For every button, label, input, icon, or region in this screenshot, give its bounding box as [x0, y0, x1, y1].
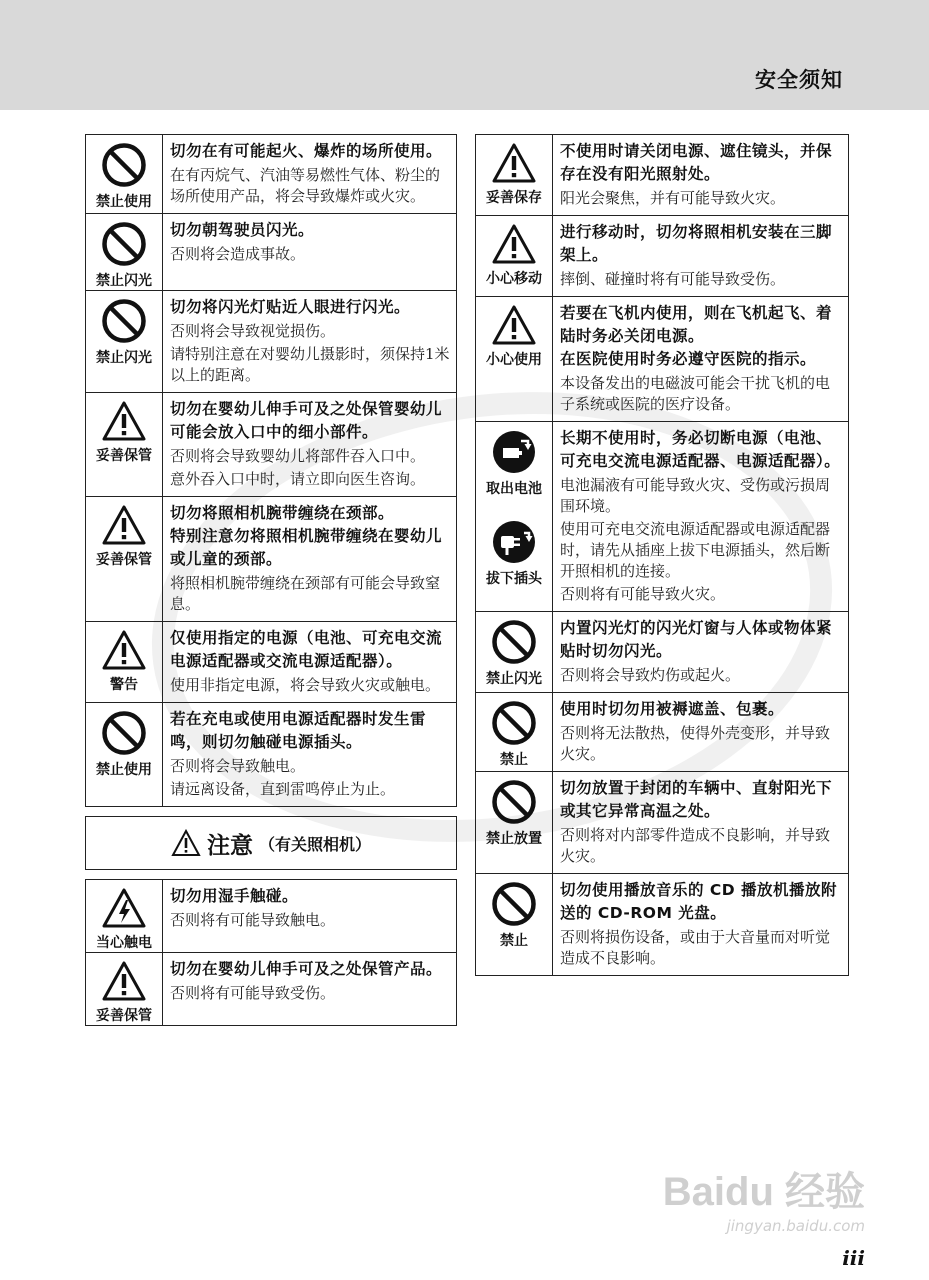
prohibition-icon: [491, 779, 537, 825]
warning-heading: 切勿放置于封闭的车辆中、直射阳光下或其它异常高温之处。: [560, 779, 833, 820]
icon-cell: [476, 422, 553, 612]
warning-row: [476, 772, 849, 874]
icon-label: 取出电池: [486, 481, 542, 497]
warning-heading: 若在充电或使用电源适配器时发生雷鸣，则切勿触碰电源插头。: [170, 710, 427, 751]
warning-body: 在有丙烷气、汽油等易燃性气体、粉尘的场所使用产品，将会导致爆炸或火灾。: [170, 166, 441, 205]
warning-body: 使用非指定电源，将会导致火灾或触电。: [170, 676, 441, 694]
warning-row: [476, 874, 849, 976]
electric-shock-icon: [101, 887, 147, 929]
warning-row: [476, 612, 849, 693]
warning-heading: 切勿在有可能起火、爆炸的场所使用。: [170, 142, 443, 160]
warning-heading: 不使用时请关闭电源、遮住镜头，并保存在没有阳光照射处。: [560, 142, 833, 183]
page-title: 安全须知: [755, 68, 843, 92]
warning-body: 请远离设备，直到雷鸣停止为止。: [170, 780, 396, 798]
warning-triangle-icon: [491, 142, 537, 184]
text-cell: [163, 214, 457, 291]
icon-label: 禁止使用: [96, 194, 152, 210]
warning-row: [476, 297, 849, 422]
warning-row: [86, 393, 457, 497]
left-column: [85, 134, 457, 1026]
warning-row: [476, 693, 849, 772]
baidu-watermark: [663, 1160, 865, 1235]
icon-cell: [86, 214, 163, 291]
warning-triangle-icon: [101, 960, 147, 1002]
warning-heading: 切勿将照相机腕带缠绕在颈部。: [170, 504, 395, 522]
warning-heading: 切勿在婴幼儿伸手可及之处保管婴幼儿可能会放入口中的细小部件。: [170, 400, 443, 441]
text-cell: [553, 135, 849, 216]
text-cell: [163, 135, 457, 214]
warning-triangle-icon: [101, 400, 147, 442]
warning-body: 否则将无法散热，使得外壳变形，并导致火灾。: [560, 724, 831, 763]
icon-label: 小心移动: [486, 271, 542, 287]
warning-row: [86, 953, 457, 1026]
warning-triangle-icon: [171, 829, 201, 857]
icon-cell: [476, 874, 553, 976]
warning-table-right: [475, 134, 849, 976]
warning-row: [476, 422, 849, 612]
icon-label: 禁止: [500, 752, 528, 768]
warning-heading: 切勿用湿手触碰。: [170, 887, 299, 905]
text-cell: [553, 612, 849, 693]
warning-body: 本设备发出的电磁波可能会干扰飞机的电子系统或医院的医疗设备。: [560, 374, 831, 413]
warning-row: [86, 497, 457, 622]
icon-label: 禁止使用: [96, 762, 152, 778]
warning-row: [86, 880, 457, 953]
caution-heading: [85, 816, 457, 870]
icon-label: 禁止放置: [486, 831, 542, 847]
warning-body: 否则将损伤设备，或由于大音量而对听觉造成不良影响。: [560, 928, 831, 967]
text-cell: [553, 693, 849, 772]
warning-row: [86, 622, 457, 703]
icon-label: 妥善保管: [96, 448, 152, 464]
caution-table: [85, 879, 457, 1026]
icon-cell: [476, 693, 553, 772]
icon-cell: [86, 880, 163, 953]
warning-triangle-icon: [491, 223, 537, 265]
icon-cell: [86, 135, 163, 214]
warning-body: 使用可充电交流电源适配器或电源适配器时，请先从插座上拔下电源插头，然后断开照相机的连接。: [560, 520, 831, 580]
prohibition-icon: [491, 700, 537, 746]
icon-cell: [476, 297, 553, 422]
warning-body: 摔倒、碰撞时将有可能导致受伤。: [560, 270, 786, 288]
warning-body: 电池漏液有可能导致火灾、受伤或污损周围环境。: [560, 476, 831, 515]
icon-label: 禁止闪光: [96, 350, 152, 366]
caution-subtitle: （有关照相机）: [258, 834, 371, 854]
text-cell: [163, 291, 457, 393]
warning-heading-2: 在医院使用时务必遵守医院的指示。: [560, 350, 817, 368]
icon-cell: [86, 497, 163, 622]
warning-table-left: [85, 134, 457, 807]
icon-cell: [86, 953, 163, 1026]
warning-row: [86, 291, 457, 393]
warning-row: [86, 703, 457, 807]
text-cell: [163, 497, 457, 622]
warning-body: 否则将会导致视觉损伤。: [170, 322, 336, 340]
icon-label: 警告: [110, 677, 138, 693]
warning-row: [86, 214, 457, 291]
icon-label: 拔下插头: [486, 571, 542, 587]
text-cell: [553, 772, 849, 874]
warning-body: 阳光会聚焦，并有可能导致火灾。: [560, 189, 786, 207]
warning-body: 否则将有可能导致火灾。: [560, 585, 726, 603]
icon-cell: [476, 135, 553, 216]
page-number: iii: [842, 1246, 865, 1270]
text-cell: [163, 880, 457, 953]
warning-heading: 仅使用指定的电源（电池、可充电交流电源适配器或交流电源适配器）。: [170, 629, 443, 670]
warning-heading: 若要在飞机内使用，则在飞机起飞、着陆时务必关闭电源。: [560, 304, 833, 345]
warning-heading: 切勿在婴幼儿伸手可及之处保管产品。: [170, 960, 443, 978]
icon-cell: [86, 291, 163, 393]
warning-body: 否则将会导致灼伤或起火。: [560, 666, 741, 684]
unplug-icon: [491, 519, 537, 565]
prohibition-icon: [101, 142, 147, 188]
prohibition-icon: [101, 298, 147, 344]
warning-row: [476, 135, 849, 216]
icon-label: 妥善保管: [96, 1008, 152, 1024]
prohibition-icon: [101, 221, 147, 267]
icon-cell: [476, 612, 553, 693]
warning-heading-2: 特别注意勿将照相机腕带缠绕在婴幼儿或儿童的颈部。: [170, 527, 443, 568]
text-cell: [553, 874, 849, 976]
warning-heading: 进行移动时，切勿将照相机安装在三脚架上。: [560, 223, 833, 264]
warning-heading: 内置闪光灯的闪光灯窗与人体或物体紧贴时切勿闪光。: [560, 619, 833, 660]
warning-body: 否则将会导致婴幼儿将部件吞入口中。: [170, 447, 426, 465]
text-cell: [553, 297, 849, 422]
warning-triangle-icon: [491, 304, 537, 346]
icon-cell: [86, 703, 163, 807]
text-cell: [553, 422, 849, 612]
warning-body: 否则将有可能导致受伤。: [170, 984, 336, 1002]
warning-body: 意外吞入口中时，请立即向医生咨询。: [170, 470, 426, 488]
icon-cell: [476, 772, 553, 874]
icon-cell: [86, 393, 163, 497]
text-cell: [163, 953, 457, 1026]
warning-row: [86, 135, 457, 214]
text-cell: [163, 622, 457, 703]
icon-label: 妥善保存: [486, 190, 542, 206]
warning-body: 否则将有可能导致触电。: [170, 911, 336, 929]
icon-label: 禁止闪光: [96, 273, 152, 289]
warning-row: [476, 216, 849, 297]
text-cell: [553, 216, 849, 297]
right-column: [475, 134, 849, 976]
icon-label: 禁止闪光: [486, 671, 542, 687]
prohibition-icon: [101, 710, 147, 756]
warning-heading: 切勿朝驾驶员闪光。: [170, 221, 315, 239]
icon-label: 禁止: [500, 933, 528, 949]
text-cell: [163, 393, 457, 497]
text-cell: [163, 703, 457, 807]
warning-triangle-icon: [101, 629, 147, 671]
warning-body: 请特别注意在对婴幼儿摄影时，须保持1米以上的距离。: [170, 345, 450, 384]
icon-label: 小心使用: [486, 352, 542, 368]
warning-heading: 使用时切勿用被褥遮盖、包裹。: [560, 700, 785, 718]
warning-body: 否则将对内部零件造成不良影响，并导致火灾。: [560, 826, 831, 865]
prohibition-icon: [491, 881, 537, 927]
prohibition-icon: [491, 619, 537, 665]
caution-title: 注意: [206, 832, 253, 859]
icon-cell: [476, 216, 553, 297]
baidu-logo: Baidu 经验: [662, 1170, 865, 1214]
icon-label: 妥善保管: [96, 552, 152, 568]
warning-body: 否则将会造成事故。: [170, 245, 306, 263]
baidu-url: jingyan.baidu.com: [726, 1217, 865, 1235]
warning-body: 否则将会导致触电。: [170, 757, 306, 775]
icon-label: 当心触电: [96, 935, 152, 951]
icon-cell: [86, 622, 163, 703]
warning-heading: 长期不使用时，务必切断电源（电池、可充电交流电源适配器、电源适配器）。: [560, 429, 841, 470]
warning-heading: 切勿将闪光灯贴近人眼进行闪光。: [170, 298, 411, 316]
warning-heading: 切勿使用播放音乐的 CD 播放机播放附送的 CD-ROM 光盘。: [560, 881, 838, 922]
remove-battery-icon: [491, 429, 537, 475]
warning-triangle-icon: [101, 504, 147, 546]
warning-body: 将照相机腕带缠绕在颈部有可能会导致窒息。: [170, 574, 441, 613]
